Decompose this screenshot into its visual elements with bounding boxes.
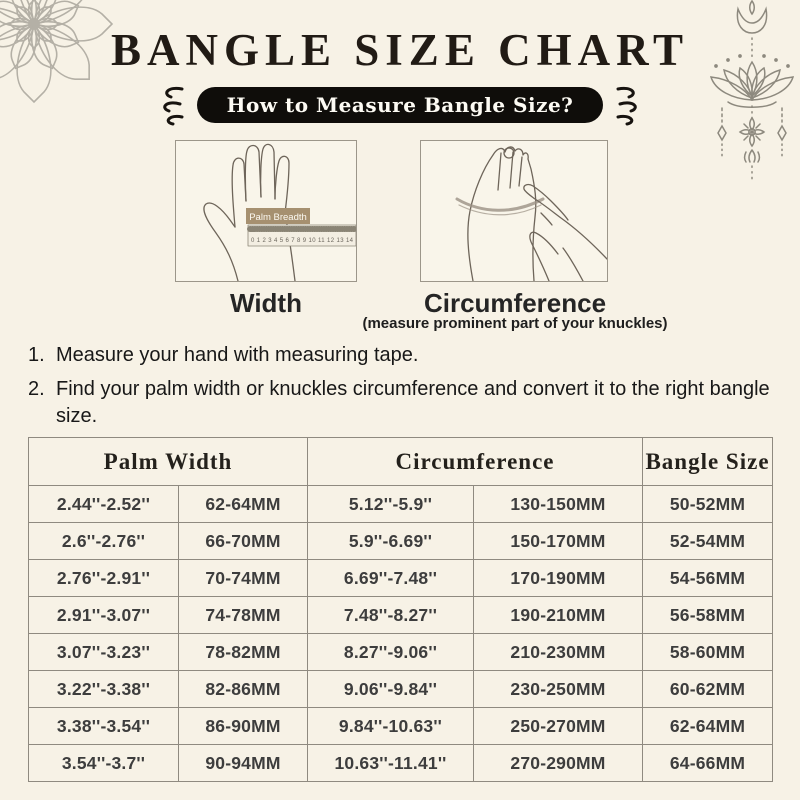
flourish-left-icon [155,84,185,126]
badge-row [0,84,800,126]
instruction-number: 2. [28,378,45,400]
header-palm-width: Palm Width [29,438,308,486]
table-cell: 150-170MM [474,523,643,560]
table-cell: 3.22''-3.38'' [29,671,179,708]
table-cell: 3.07''-3.23'' [29,634,179,671]
table-cell: 10.63''-11.41'' [308,745,474,782]
table-cell: 2.6''-2.76'' [29,523,179,560]
table-cell: 8.27''-9.06'' [308,634,474,671]
flourish-right-icon [615,84,645,126]
table-cell: 7.48''-8.27'' [308,597,474,634]
table-cell: 64-66MM [643,745,773,782]
how-to-measure-badge: How to Measure Bangle Size? [197,87,604,123]
table-cell: 130-150MM [474,486,643,523]
table-cell: 90-94MM [179,745,308,782]
table-row [29,560,773,597]
table-cell: 3.54''-3.7'' [29,745,179,782]
table-cell: 5.9''-6.69'' [308,523,474,560]
hand-circumference-illustration [420,140,608,282]
table-cell: 5.12''-5.9'' [308,486,474,523]
table-row [29,597,773,634]
instructions-list [28,342,772,437]
table-cell: 54-56MM [643,560,773,597]
ruler-numbers: 0 1 2 3 4 5 6 7 8 9 10 11 12 13 14 [251,238,353,244]
table-row [29,634,773,671]
table-cell: 60-62MM [643,671,773,708]
page-title: BANGLE SIZE CHART [110,25,690,75]
table-cell: 52-54MM [643,523,773,560]
palm-breadth-label: Palm Breadth [249,212,307,223]
bangle-size-table [28,437,773,782]
table-cell: 62-64MM [179,486,308,523]
instruction-item [28,376,772,430]
table-cell: 56-58MM [643,597,773,634]
hand-width-illustration [175,140,357,282]
table-row [29,486,773,523]
table-cell: 70-74MM [179,560,308,597]
circumference-caption: Circumference [423,288,607,318]
header-bangle-size: Bangle Size [643,438,773,486]
table-cell: 74-78MM [179,597,308,634]
instruction-text: Find your palm width or knuckles circumference and convert it to the right bangle size. [56,378,770,427]
table-cell: 62-64MM [643,708,773,745]
table-cell: 9.84''-10.63'' [308,708,474,745]
table-row [29,745,773,782]
table-cell: 170-190MM [474,560,643,597]
table-cell: 50-52MM [643,486,773,523]
instruction-text: Measure your hand with measuring tape. [56,344,419,366]
table-cell: 6.69''-7.48'' [308,560,474,597]
table-cell: 66-70MM [179,523,308,560]
table-cell: 270-290MM [474,745,643,782]
table-cell: 82-86MM [179,671,308,708]
table-row [29,708,773,745]
table-cell: 58-60MM [643,634,773,671]
instruction-number: 1. [28,344,45,366]
circumference-subcaption: (measure prominent part of your knuckles) [362,315,668,332]
width-caption: Width [230,288,302,318]
table-header-row [29,438,773,486]
table-cell: 3.38''-3.54'' [29,708,179,745]
table-cell: 210-230MM [474,634,643,671]
header-circumference: Circumference [308,438,643,486]
table-cell: 2.76''-2.91'' [29,560,179,597]
instruction-item [28,342,772,369]
table-cell: 78-82MM [179,634,308,671]
table-row [29,671,773,708]
table-cell: 9.06''-9.84'' [308,671,474,708]
size-table-body [29,486,773,782]
table-row [29,523,773,560]
table-cell: 230-250MM [474,671,643,708]
table-cell: 250-270MM [474,708,643,745]
table-cell: 86-90MM [179,708,308,745]
table-cell: 2.44''-2.52'' [29,486,179,523]
table-cell: 190-210MM [474,597,643,634]
table-cell: 2.91''-3.07'' [29,597,179,634]
